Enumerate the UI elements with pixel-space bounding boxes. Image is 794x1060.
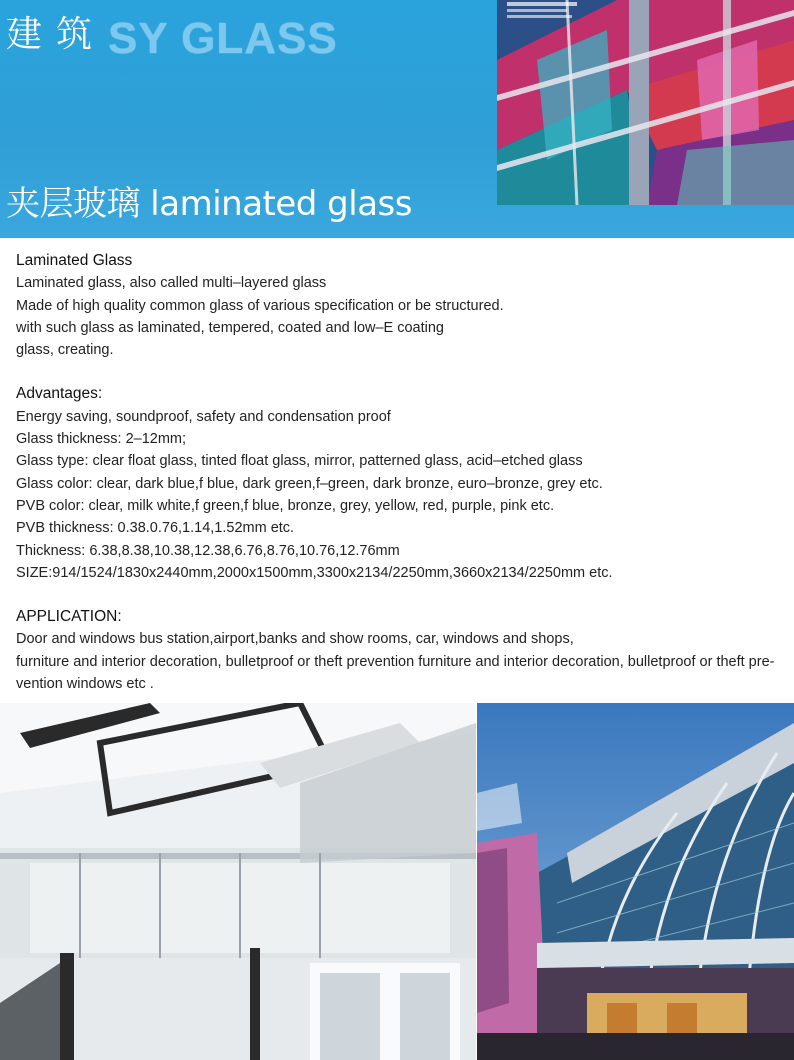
advantages-line: Thickness: 6.38,8.38,10.38,12.38,6.76,8.76,10.76,12.76mm xyxy=(16,542,400,559)
product-title: 夹层玻璃 laminated glass xyxy=(6,184,412,224)
brand-chinese: 建筑 xyxy=(6,14,107,55)
intro-line: glass, creating. xyxy=(16,342,114,359)
header-banner xyxy=(0,0,794,238)
brand-name: SY GLASS xyxy=(108,14,338,63)
advantages-line: PVB color: clear, milk white,f green,f blue, bronze, grey, yellow, red, purple, pink etc. xyxy=(16,497,555,514)
advantages-line: Glass type: clear float glass, tinted float glass, mirror, patterned glass, acid–etched glass xyxy=(16,453,583,470)
advantages-line: Energy saving, soundproof, safety and condensation proof xyxy=(16,408,391,425)
advantages-heading: Advantages: xyxy=(16,385,103,403)
advantages-line: PVB thickness: 0.38.0.76,1.14,1.52mm etc. xyxy=(16,520,295,537)
content-body xyxy=(16,250,791,695)
application-line: furniture and interior decoration, bulletproof or theft prevention furniture and interior decoration, bulletproof or theft pre-vention windows etc . xyxy=(16,653,775,693)
intro-line: Laminated glass, also called multi–layered glass xyxy=(16,275,327,292)
advantages-line: Glass thickness: 2–12mm; xyxy=(16,431,187,448)
interior-photo xyxy=(0,703,476,1060)
advantages-line: SIZE:914/1524/1830x2440mm,2000x1500mm,3300x2134/2250mm,3660x2134/2250mm etc. xyxy=(16,564,613,581)
intro-line: Made of high quality common glass of various specification or be structured. xyxy=(16,297,504,314)
exterior-building-photo xyxy=(477,703,794,1060)
intro-heading: Laminated Glass xyxy=(16,252,133,269)
section-gap xyxy=(16,361,791,383)
application-heading: APPLICATION: xyxy=(16,608,122,626)
intro-line: with such glass as laminated, tempered, coated and low–E coating xyxy=(16,319,444,336)
section-gap xyxy=(16,584,791,606)
advantages-line: Glass color: clear, dark blue,f blue, dark green,f–green, dark bronze, euro–bronze, grey etc. xyxy=(16,475,603,492)
application-line: Door and windows bus station,airport,banks and show rooms, car, windows and shops, xyxy=(16,631,574,648)
hero-photo-colored-glass-facade xyxy=(497,0,794,205)
